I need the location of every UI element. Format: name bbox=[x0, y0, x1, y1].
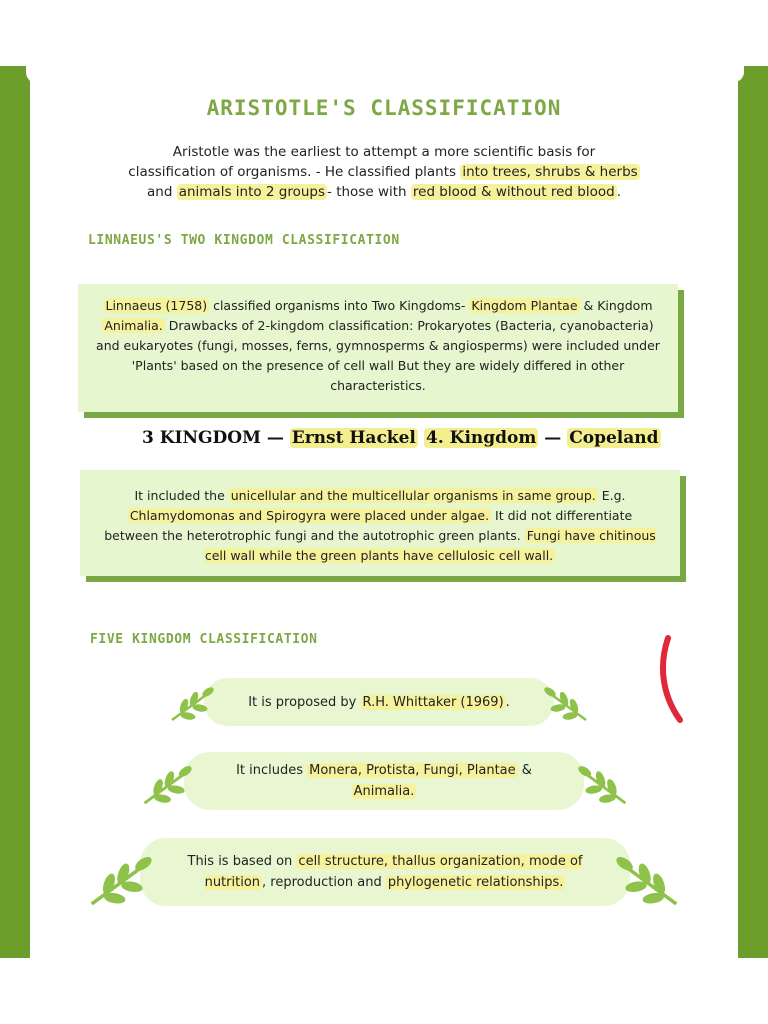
leaf-sprig-icon bbox=[544, 684, 590, 724]
drawbacks-box bbox=[80, 470, 680, 576]
leaf-sprig-icon bbox=[168, 684, 214, 724]
three-kingdom-name: Ernst Hackel bbox=[291, 428, 416, 448]
three-kingdom-label: 3 KINGDOM — bbox=[142, 428, 290, 448]
highlight-chlamydomonas: Chlamydomonas and Spirogyra were placed under algae. bbox=[129, 508, 490, 523]
linnaeus-box bbox=[78, 284, 678, 412]
five-kingdom-heading: FIVE KINGDOM CLASSIFICATION bbox=[90, 632, 318, 647]
intro-text: classification of organisms. - He classified plants bbox=[128, 164, 461, 180]
pill-text: It is proposed by bbox=[248, 694, 361, 710]
pill-text: It includes bbox=[236, 763, 308, 778]
pill-text: . bbox=[505, 694, 510, 710]
pill-text: This is based on bbox=[187, 854, 297, 869]
highlight-blood: red blood & without red blood bbox=[412, 184, 615, 200]
page-title: ARISTOTLE'S CLASSIFICATION bbox=[206, 96, 562, 120]
highlight-plants: into trees, shrubs & herbs bbox=[462, 164, 638, 180]
intro-line-1: Aristotle was the earliest to attempt a more scientific basis for bbox=[172, 144, 596, 160]
highlight-cell-wall: Fungi have chitinous cell wall while the green plants have cellulosic cell wall. bbox=[204, 528, 656, 563]
highlight-whittaker: R.H. Whittaker (1969) bbox=[362, 694, 504, 710]
pill-text: & bbox=[517, 763, 532, 778]
highlight-kingdom-list: Monera, Protista, Fungi, Plantae bbox=[309, 763, 516, 778]
aristotle-paragraph bbox=[70, 142, 698, 202]
highlight-cell-structure: cell structure, thallus organization, mode of nutrition bbox=[204, 854, 583, 890]
drawbacks-text: E.g. bbox=[597, 488, 626, 503]
linnaeus-heading: LINNAEUS'S TWO KINGDOM CLASSIFICATION bbox=[88, 233, 400, 248]
intro-text: . bbox=[616, 184, 621, 200]
linnaeus-text: & Kingdom bbox=[579, 298, 653, 313]
basis-pill bbox=[140, 838, 630, 906]
drawbacks-text: It did not differentiate between the heterotrophic fungi and the autotrophic green plants. bbox=[104, 508, 633, 543]
highlight-phylogenetic: phylogenetic relationships. bbox=[387, 875, 564, 890]
highlight-kingdom-plantae: Kingdom Plantae bbox=[471, 298, 578, 313]
leaf-sprig-icon bbox=[616, 852, 682, 910]
four-kingdom-name: Copeland bbox=[569, 428, 659, 448]
highlight-unicellular: unicellular and the multicellular organisms in same group. bbox=[230, 488, 596, 503]
pill-text: , reproduction and bbox=[262, 875, 386, 890]
highlight-animals: animals into 2 groups bbox=[178, 184, 326, 200]
left-accent-bar bbox=[0, 66, 30, 958]
highlight-animalia: Animalia. bbox=[104, 318, 163, 333]
leaf-sprig-icon bbox=[578, 762, 630, 808]
linnaeus-text: classified organisms into Two Kingdoms- bbox=[209, 298, 470, 313]
four-kingdom-label: 4. Kingdom bbox=[426, 428, 537, 448]
four-kingdom-note bbox=[424, 428, 661, 448]
right-accent-bar bbox=[738, 66, 768, 958]
highlight-animalia-five: Animalia. bbox=[353, 784, 415, 799]
leaf-sprig-icon bbox=[140, 762, 192, 808]
kingdoms-pill bbox=[184, 752, 584, 810]
drawbacks-text: It included the bbox=[134, 488, 229, 503]
linnaeus-text: Drawbacks of 2-kingdom classification: Prokaryotes (Bacteria, cyanobacteria) and eukaryotes (fungi, mosses, ferns, gymnosperms & angiosperms) were included under 'Plants' based on the presence of cell wall But they are widely differed in other characteristics. bbox=[96, 318, 660, 393]
whittaker-pill bbox=[204, 678, 554, 726]
highlight-linnaeus-date: Linnaeus (1758) bbox=[105, 298, 208, 313]
three-kingdom-note bbox=[142, 428, 418, 448]
leaf-sprig-icon bbox=[86, 852, 152, 910]
intro-text: - those with bbox=[327, 184, 411, 200]
four-kingdom-dash: — bbox=[538, 428, 568, 448]
intro-text: and bbox=[146, 184, 177, 200]
red-pen-mark bbox=[650, 632, 690, 728]
